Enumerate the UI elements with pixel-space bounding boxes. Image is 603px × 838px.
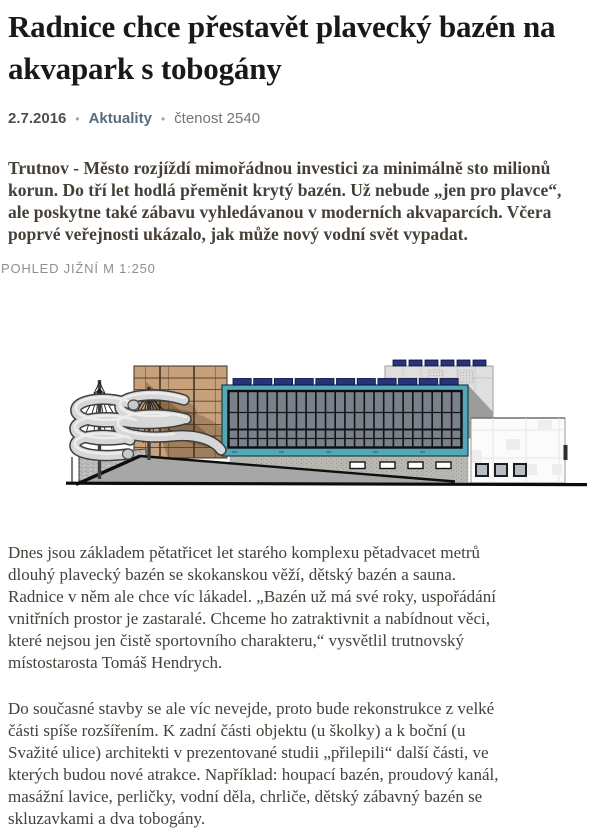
page-title: Radnice chce přestavět plavecký bazén na akvapark s tobogány	[8, 9, 556, 86]
drawing-caption: POHLED JIŽNÍ M 1:250	[1, 261, 156, 276]
article-lead: Trutnov - Město rozjíždí mimořádnou investici za minimálně sto milionů korun. Do tří let hodlá přeměnit krytý bazén. Už nebude „jen pro plavce“, ale poskytne také zábavu vyhledávanou v moderních akvaparcích. Včera poprvé veřejnosti ukázalo, jak může nový vodní svět vypadat.	[8, 158, 562, 244]
solar-panels-pool-roof	[233, 379, 458, 386]
south-elevation-drawing	[0, 278, 603, 518]
architectural-drawing-figure	[0, 261, 589, 518]
meta-readcount: čtenost 2540	[174, 110, 261, 127]
meta-dot-icon: •	[160, 111, 166, 126]
article-paragraph: Do současné stavby se ale víc nevejde, proto bude rekonstrukce z velké části spíše rozšířením. K zadní části objektu (u školky) a k boční (u Svažité ulice) architekti v prezentované studii „přilepili“ další části, ve kterých budou nové atrakce. Například: houpací bazén, proudový kanál, masážní lavice, perličky, vodní děla, chrliče, dětský zábavný bazén se skluzavkami a dva tobogány.	[8, 699, 499, 828]
meta-date: 2.7.2016	[8, 110, 67, 127]
annex-windows	[476, 464, 526, 476]
annex-door	[564, 445, 568, 460]
solar-panels-rear-roof	[393, 360, 486, 366]
meta-category-link[interactable]: Aktuality	[88, 110, 152, 127]
pool-hall-building	[222, 379, 468, 457]
white-annex-building	[471, 418, 568, 483]
ground-line	[66, 483, 587, 484]
meta-dot-icon: •	[75, 111, 80, 126]
article-meta	[8, 110, 589, 127]
article-paragraph: Dnes jsou základem pětatřicet let starého komplexu pětadvacet metrů dlouhý plavecký bazén se skokanskou věží, dětský bazén a sauna. Radnice v něm ale chce víc lákadel. „Bazén už má své roky, uspořádání vnitřních prostor je zastaralé. Chceme ho zatraktivnit a nabídnout věci, které nejsou jen čistě sportovního charakteru,“ vysvětlil trutnovský místostarosta Tomáš Hendrych.	[8, 543, 496, 672]
